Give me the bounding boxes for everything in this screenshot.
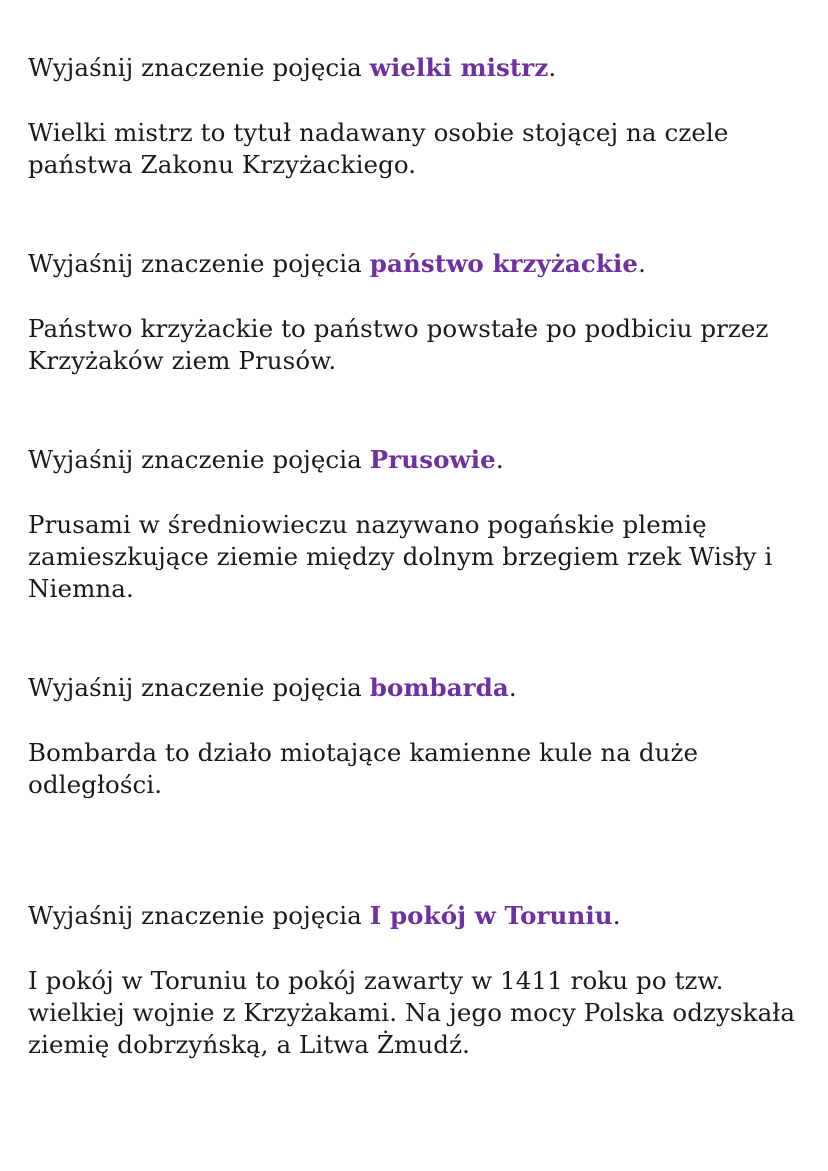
definition-block-bombarda xyxy=(28,672,808,801)
question-suffix: . xyxy=(548,53,557,82)
question xyxy=(28,900,808,932)
term: Prusowie xyxy=(369,445,496,474)
answer: Prusami w średniowieczu nazywano pogańskie plemię zamieszkujące ziemie między dolnym brzegiem rzek Wisły i Niemna. xyxy=(28,510,773,603)
answer: Państwo krzyżackie to państwo powstałe po podbiciu przez Krzyżaków ziem Prusów. xyxy=(28,314,769,375)
definition-block-panstwo-krzyzackie xyxy=(28,248,808,377)
definition-block-i-pokoj-w-toruniu xyxy=(28,900,808,1061)
question-suffix: . xyxy=(638,249,646,278)
question-prefix: Wyjaśnij znaczenie pojęcia xyxy=(28,249,370,278)
question xyxy=(28,672,808,704)
term: I pokój w Toruniu xyxy=(369,901,613,930)
question-prefix: Wyjaśnij znaczenie pojęcia xyxy=(28,445,370,474)
answer: Bombarda to działo miotające kamienne kule na duże odległości. xyxy=(28,738,699,799)
answer: Wielki mistrz to tytuł nadawany osobie stojącej na czele państwa Zakonu Krzyżackiego. xyxy=(28,118,729,179)
question-prefix: Wyjaśnij znaczenie pojęcia xyxy=(28,673,370,702)
term: państwo krzyżackie xyxy=(369,249,639,278)
question-suffix: . xyxy=(508,673,517,702)
question-suffix: . xyxy=(612,901,621,930)
definition-block-wielki-mistrz xyxy=(28,52,808,181)
question xyxy=(28,248,808,280)
question xyxy=(28,444,808,476)
term: bombarda xyxy=(369,673,509,702)
term: wielki mistrz xyxy=(369,53,549,82)
question-prefix: Wyjaśnij znaczenie pojęcia xyxy=(28,901,370,930)
question xyxy=(28,52,808,84)
definition-block-prusowie xyxy=(28,444,808,605)
answer: I pokój w Toruniu to pokój zawarty w 1411 roku po tzw. wielkiej wojnie z Krzyżakami. Na jego mocy Polska odzyskała ziemię dobrzyńską, a Litwa Żmudź. xyxy=(28,966,796,1059)
question-prefix: Wyjaśnij znaczenie pojęcia xyxy=(28,53,370,82)
question-suffix: . xyxy=(495,445,504,474)
